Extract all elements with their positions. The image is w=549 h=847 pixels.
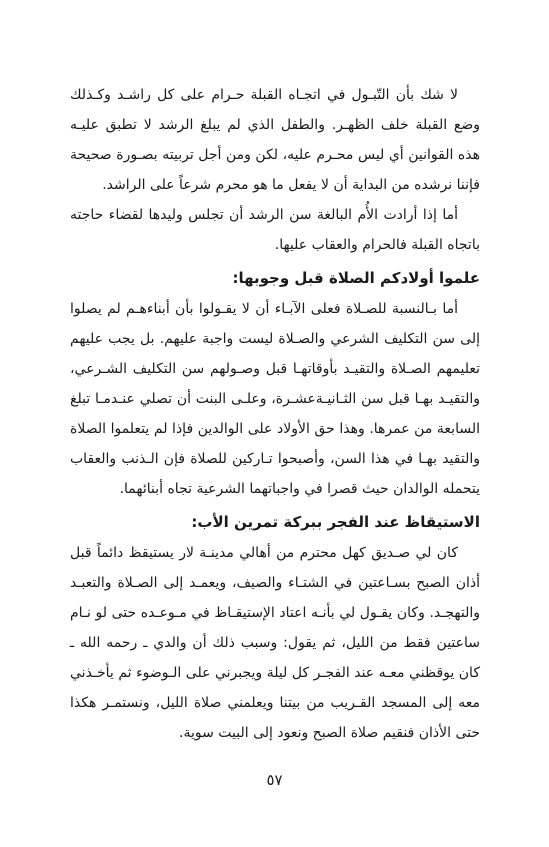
paragraph-mother-ruling: أما إذا أرادت الأُم البالغة سن الرشد أن تجلس وليدها لقضاء حاجته باتجاه القبلة فالحرام والعقاب عليها.: [70, 207, 480, 253]
section-heading-teach-prayer: علموا أولادكم الصلاة قبل وجوبها:: [232, 269, 480, 287]
paragraph-teach-prayer: أما بـالنسبة للصـلاة فعلى الآبـاء أن لا يقـولوا بأن أبناءهـم لم يصلوا إلى سن التكليف الشرعي والصـلاة ليست واجبة عليهم. بل يجب عليهم تعليمهم الصـلاة والتقيـد بأوقاتهـا قبل وصـولهم سن التكليف الشـرعي، والتقيـد بهـا قبل سن الثـانيـةعشـرة، وعلـى البنت أن تصلي عنـدمـا تبلغ السابعة من عمرها. وهذا حق الأولاد على الوالدين فإذا لم يتعلموا الصلاة والتقيد بهـا في هذا السن، وأصبحوا تـاركين للصلاة فإن الـذنب والعقاب يتحمله الوالدان حيث قصرا في واجباتهما الشرعية تجاه أبنائهما.: [70, 301, 480, 497]
paragraph-qibla-ruling: لا شك بأن التّبـول في اتجـاه القبلة حـرام على كل راشـد وكـذلك وضع القبلة خلف الظهـر. والطفل الذي لم يبلغ الرشد لا تطبق عليـه هذه القوانين أي ليس محـرم عليه، لكن ومن أجل تربيته بصـورة صحيحة فإننا نرشده من البداية أن لا يفعل ما هو محرم شرعاً على الراشد.: [70, 87, 480, 193]
paragraph-dawn-waking: كان لي صـديق كهل محترم من أهالي مدينـة لار يستيقظ دائماً قبل أذان الصبح بسـاعتين في الشتـاء والصيف، ويعمـد إلى الصـلاة والتعبـد والتهجـد. وكان يقـول لي بأنـه اعتاد الإستيقـاظ في مـوعـده حتى لو نـام ساعتين فقط من الليل، ثم يقول: وسبب ذلك أن والدي ـ رحمه الله ـ كان يوقظني معـه عند الفجـر كل ليلة ويجبرني على الـوضوء ثم يأخـذني معه إلى المسجد القـريب من بيتنا ويعلمني صلاة الليل، ونستمـر هكذا حتى الأذان فنقيم صلاة الصبح ونعود إلى البيت سوية.: [70, 545, 480, 741]
page-body: [70, 80, 480, 748]
page-number: ٥٧: [266, 771, 283, 789]
section-heading-dawn-waking: الاستيقاظ عند الفجر ببركة تمرين الأب:: [191, 513, 480, 531]
